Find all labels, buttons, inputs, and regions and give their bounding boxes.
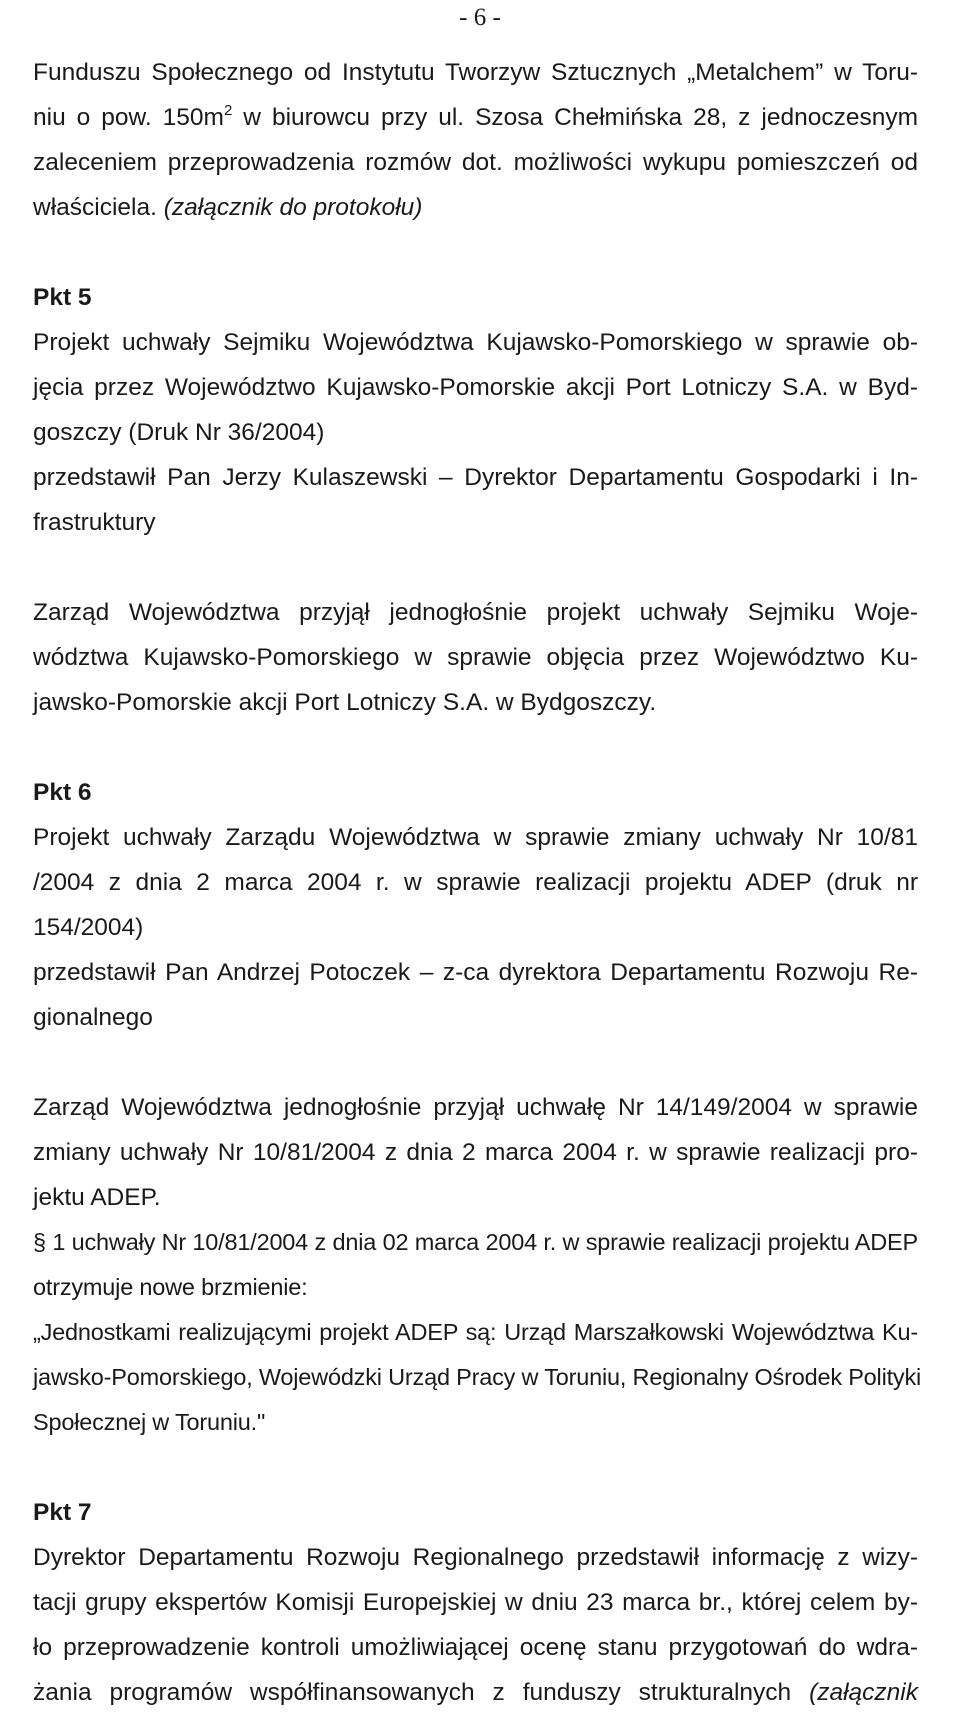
pkt6-presenter <box>33 950 918 1040</box>
pkt6-decision-line: zmiany uchwały Nr 10/81/2004 z dnia 2 marca 2004 r. w sprawie realizacji pro- <box>33 1139 918 1166</box>
pkt6-amendment <box>33 1220 922 1445</box>
pkt6-amendment-line: jawsko-Pomorskiego, Wojewódzki Urząd Pracy w Toruniu, Regionalny Ośrodek Polityki <box>33 1364 922 1390</box>
intro-line-3: zaleceniem przeprowadzenia rozmów dot. możliwości wykupu pomieszczeń od <box>33 149 918 176</box>
attachment-note: (załącznik <box>809 1679 918 1706</box>
pkt7-body <box>33 1535 918 1715</box>
pkt6-decision-line: Zarząd Województwa jednogłośnie przyjął uchwałę Nr 14/149/2004 w sprawie <box>33 1094 918 1121</box>
pkt7-body-line: ło przeprowadzenie kontroli umożliwiającej ocenę stanu przygotowań do wdra- <box>33 1634 918 1661</box>
pkt6-decision-line: jektu ADEP. <box>33 1184 161 1211</box>
intro-line-4 <box>33 185 918 230</box>
pkt7-body-line: Dyrektor Departamentu Rozwoju Regionalnego przedstawił informację z wizy- <box>33 1544 918 1571</box>
pkt7-last-line-text: żania programów współfinansowanych z funduszy strukturalnych <box>33 1679 810 1706</box>
pkt6-title-line: Projekt uchwały Zarządu Województwa w sprawie zmiany uchwały Nr 10/81 <box>33 824 918 851</box>
pkt5-title-line: goszczy (Druk Nr 36/2004) <box>33 419 325 446</box>
pkt6-heading: Pkt 6 <box>33 779 92 806</box>
pkt7-body-line <box>33 1670 918 1715</box>
page-number: - 6 - <box>459 4 501 31</box>
pkt6-amendment-line: „Jednostkami realizującymi projekt ADEP są: Urząd Marszałkowski Województwa Ku- <box>33 1319 918 1345</box>
pkt5-title <box>33 320 918 455</box>
pkt5-decision-line: jawsko-Pomorskie akcji Port Lotniczy S.A. w Bydgoszczy. <box>33 689 657 716</box>
pkt7-heading: Pkt 7 <box>33 1499 92 1526</box>
intro-line-2-rest: w biurowcu przy ul. Szosa Chełmińska 28, z jednoczesnym <box>232 104 918 131</box>
attachment-note: (załącznik do protokołu) <box>163 194 423 221</box>
pkt5-title-line: Projekt uchwały Sejmiku Województwa Kujawsko-Pomorskiego w sprawie ob- <box>33 329 918 356</box>
intro-line-2-text: niu o pow. 150m <box>33 104 224 131</box>
pkt6-decision <box>33 1085 918 1220</box>
intro-paragraph <box>33 50 918 230</box>
intro-line-2 <box>33 95 918 140</box>
pkt6-title-line: 154/2004) <box>33 914 144 941</box>
superscript-2: 2 <box>223 102 233 119</box>
intro-line-4-text: właściciela. <box>33 194 164 221</box>
pkt6-title <box>33 815 918 950</box>
pkt6-amendment-line: otrzymuje nowe brzmienie: <box>33 1274 308 1300</box>
pkt5-heading: Pkt 5 <box>33 284 92 311</box>
pkt5-presenter-line: przedstawił Pan Jerzy Kulaszewski – Dyrektor Departamentu Gospodarki i In- <box>33 464 918 491</box>
document-body <box>33 50 922 1715</box>
pkt6-title-line: /2004 z dnia 2 marca 2004 r. w sprawie realizacji projektu ADEP (druk nr <box>33 869 918 896</box>
pkt6-presenter-line: gionalnego <box>33 1004 153 1031</box>
pkt6-amendment-line: § 1 uchwały Nr 10/81/2004 z dnia 02 marca 2004 r. w sprawie realizacji projektu ADEP <box>33 1229 918 1255</box>
pkt6-amendment-line: Społecznej w Toruniu." <box>33 1409 266 1435</box>
pkt5-presenter <box>33 455 918 545</box>
pkt7-body-line: tacji grupy ekspertów Komisji Europejskiej w dniu 23 marca br., której celem by- <box>33 1589 918 1616</box>
pkt5-decision-line: wództwa Kujawsko-Pomorskiego w sprawie objęcia przez Województwo Ku- <box>33 644 918 671</box>
pkt5-title-line: jęcia przez Województwo Kujawsko-Pomorskie akcji Port Lotniczy S.A. w Byd- <box>33 374 918 401</box>
pkt5-decision-line: Zarząd Województwa przyjął jednogłośnie projekt uchwały Sejmiku Woje- <box>33 599 918 626</box>
intro-line-1: Funduszu Społecznego od Instytutu Tworzyw Sztucznych „Metalchem” w Toru- <box>33 59 918 86</box>
pkt5-decision <box>33 590 918 725</box>
pkt5-presenter-line: frastruktury <box>33 509 156 536</box>
pkt6-presenter-line: przedstawił Pan Andrzej Potoczek – z-ca dyrektora Departamentu Rozwoju Re- <box>33 959 918 986</box>
